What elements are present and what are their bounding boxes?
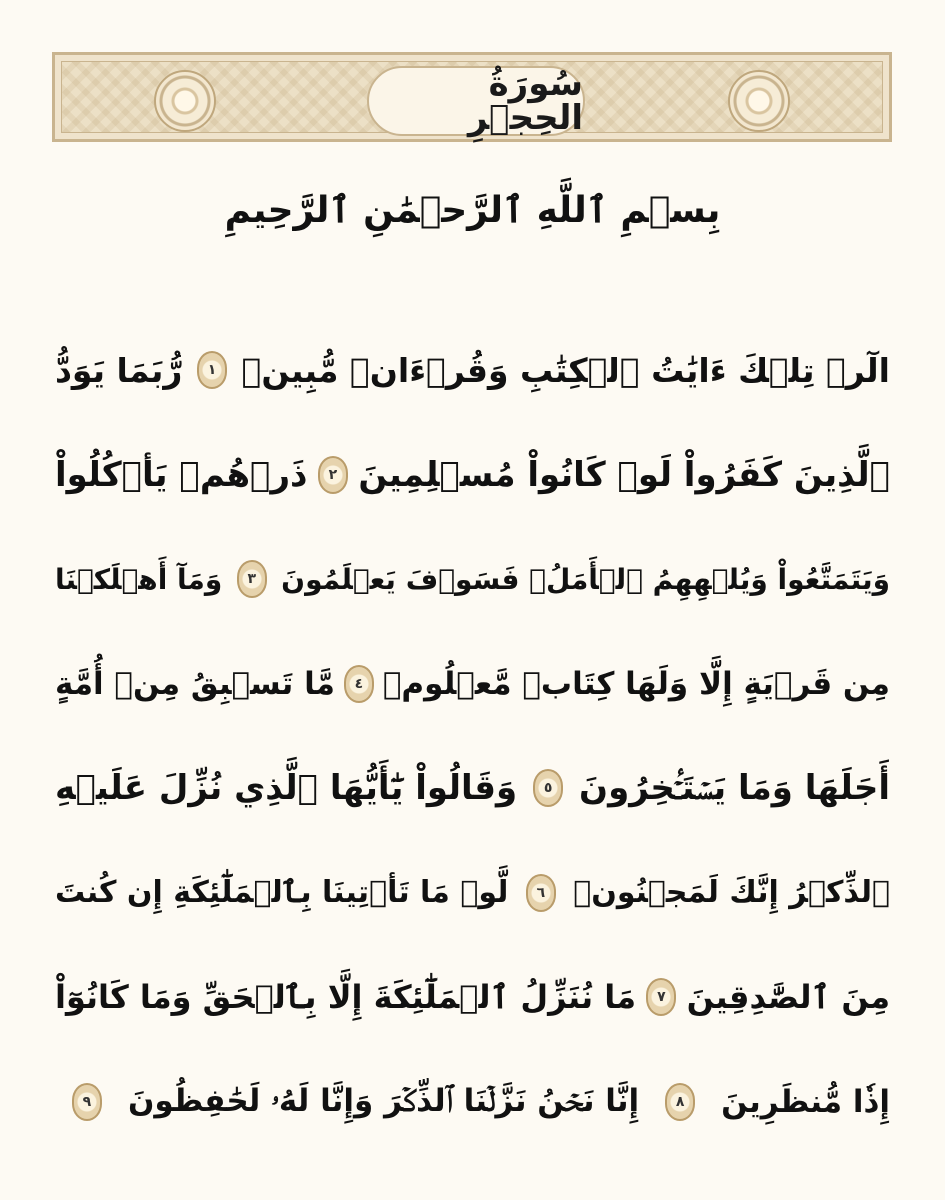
ayah-marker-icon: ٧ (646, 978, 676, 1016)
ayah-marker-icon: ٢ (318, 456, 348, 494)
verse-text: إِذٗا مُّنظَرِينَ (721, 1083, 890, 1120)
ayah-marker-icon: ١ (197, 351, 227, 389)
left-rosette-icon (154, 70, 216, 132)
verse-line (55, 318, 890, 423)
verse-text: لَّوۡ مَا تَأۡتِينَا بِٱلۡمَلَٰٓئِكَةِ إِن كُنتَ (55, 875, 509, 911)
ayah-marker-icon: ٩ (72, 1083, 102, 1121)
verse-line (55, 632, 890, 737)
ayah-marker-icon: ٨ (665, 1083, 695, 1121)
verse-text: الٓرۚ تِلۡكَ ءَايَٰتُ ٱلۡكِتَٰبِ وَقُرۡءَانٖ مُّبِينٖ (241, 350, 890, 390)
verse-text: أَجَلَهَا وَمَا يَسۡتَـٔۡخِرُونَ (579, 768, 890, 809)
verse-text: مَا نُنَزِّلُ ٱلۡمَلَٰٓئِكَةَ إِلَّا بِٱلۡحَقِّ وَمَا كَانُوٓاْ (55, 978, 637, 1017)
verse-text: رُّبَمَا يَوَدُّ (55, 350, 183, 390)
basmala: بِسۡمِ ٱللَّهِ ٱلرَّحۡمَٰنِ ٱلرَّحِيمِ (224, 190, 721, 231)
verse-text: وَيَتَمَتَّعُواْ وَيُلۡهِهِمُ ٱلۡأَمَلُۖ فَسَوۡفَ يَعۡلَمُونَ (281, 562, 890, 596)
ayah-marker-icon: ٥ (533, 769, 563, 807)
verse-text: مَّا تَسۡبِقُ مِنۡ أُمَّةٍ (55, 665, 335, 702)
ayah-marker-icon: ٣ (237, 560, 267, 598)
ayah-marker-icon: ٤ (344, 665, 374, 703)
verse-line (55, 1050, 890, 1155)
right-rosette-icon (728, 70, 790, 132)
ayah-marker-icon: ٦ (526, 874, 556, 912)
verse-text: مِن قَرۡيَةٍ إِلَّا وَلَهَا كِتَابٞ مَّعۡلُومٞ (382, 665, 890, 702)
verses-block (55, 318, 890, 1154)
verse-text: إِنَّا نَحۡنُ نَزَّلۡنَا ٱلذِّكۡرَ وَإِنَّا لَهُۥ لَحَٰفِظُونَ (127, 1083, 640, 1120)
verse-line (55, 945, 890, 1050)
verse-text: وَمَآ أَهۡلَكۡنَا (55, 562, 223, 596)
verse-text: مِنَ ٱلصَّٰدِقِينَ (686, 978, 890, 1017)
verse-text: ٱلَّذِينَ كَفَرُواْ لَوۡ كَانُواْ مُسۡلِمِينَ (358, 454, 890, 495)
verse-text: ذَرۡهُمۡ يَأۡكُلُواْ (55, 454, 308, 495)
verse-text: ٱلذِّكۡرُ إِنَّكَ لَمَجۡنُونٞ (573, 875, 890, 911)
banner-ornament (61, 61, 883, 138)
verse-line (55, 736, 890, 841)
verse-line (55, 423, 890, 528)
verse-line (55, 841, 890, 946)
verse-text: وَقَالُواْ يَٰٓأَيُّهَا ٱلَّذِي نُزِّلَ عَلَيۡهِ (55, 768, 518, 809)
surah-title: سُورَةُ الحِجۡرِ (468, 64, 583, 138)
verse-line (55, 527, 890, 632)
surah-header-banner (52, 52, 892, 142)
title-cartouche (367, 66, 585, 136)
